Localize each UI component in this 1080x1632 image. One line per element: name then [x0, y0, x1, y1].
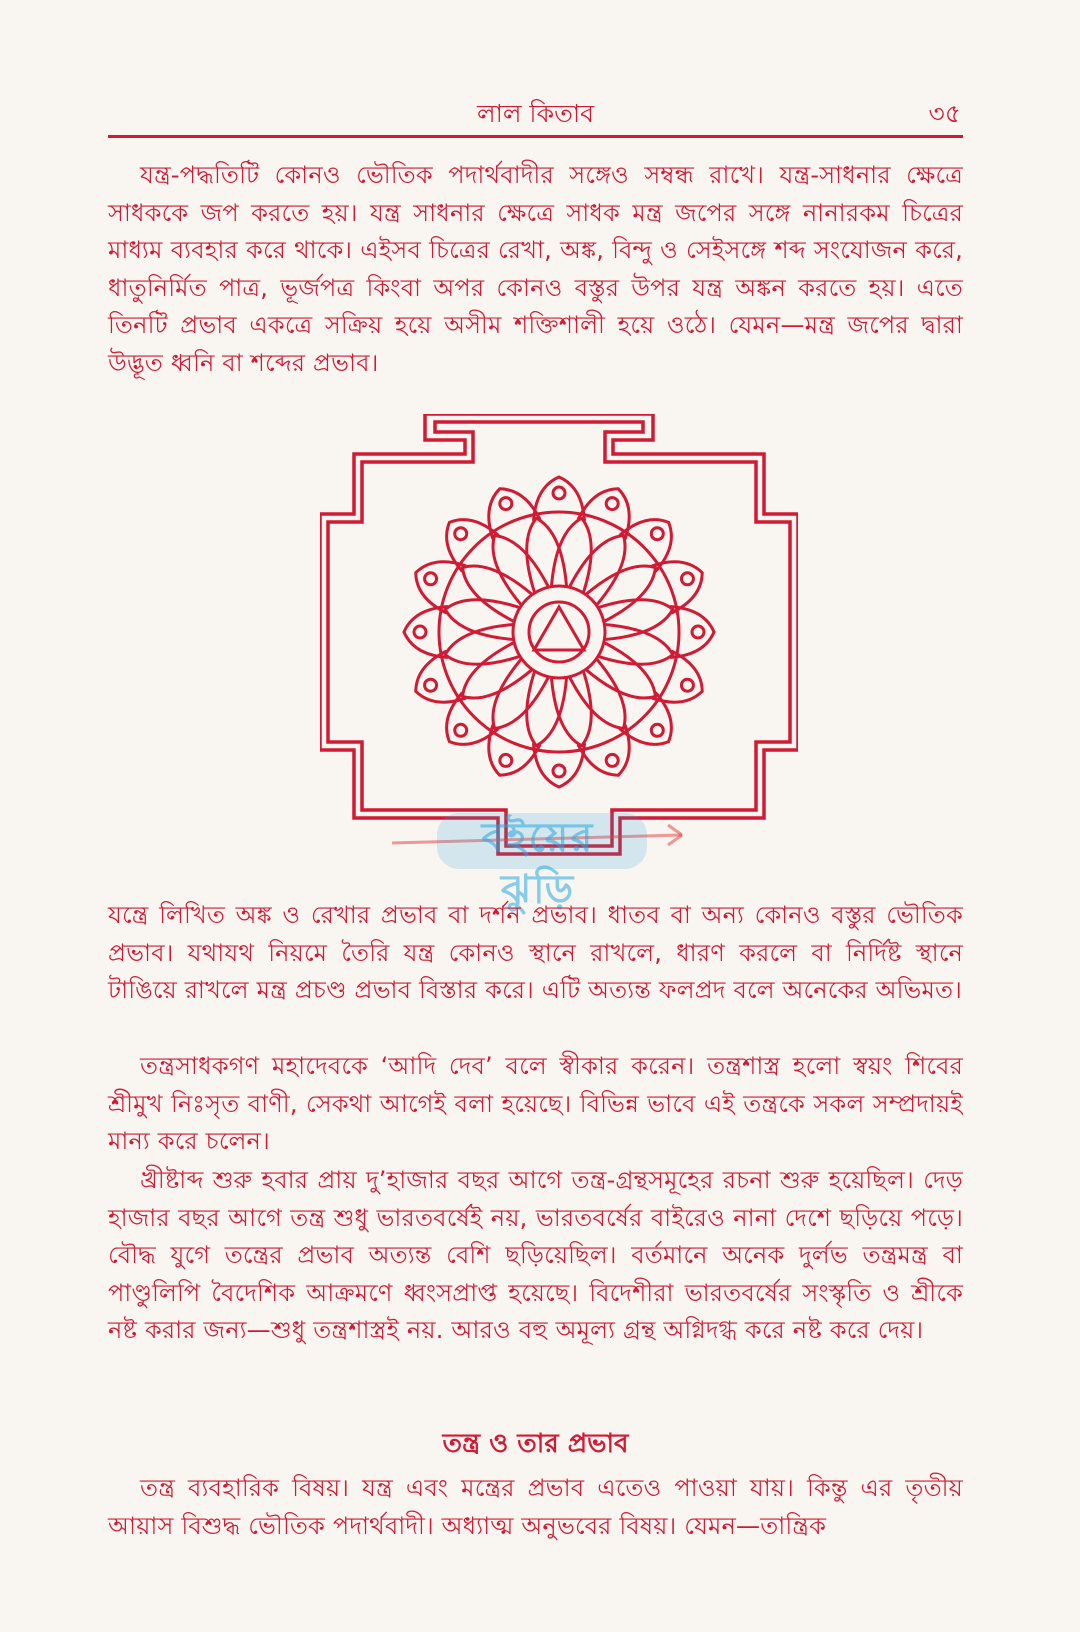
inner-petal — [463, 566, 533, 622]
running-title: লাল কিতাব — [476, 99, 595, 128]
center-circle — [529, 602, 589, 662]
header-rule — [108, 135, 963, 138]
inner-petal — [569, 659, 625, 729]
page-number: ৩৫ — [928, 99, 961, 128]
petal-bud — [681, 573, 693, 585]
inner-petal — [586, 642, 656, 698]
petal-bud — [425, 573, 437, 585]
petal-bud — [606, 498, 618, 510]
paragraph-3: তন্ত্রসাধকগণ মহাদেবকে ‘আদি দেব’ বলে স্বীকার করেন। তন্ত্রশাস্ত্র হলো স্বয়ং শিবের শ্রীমুখ নিঃসৃত বাণী, সেকথা আগেই বলা হয়েছে। বিভিন্ন ভাবে এই তন্ত্রকে সকল সম্প্রদায়ই মান্য করে চলেন। — [108, 1052, 963, 1155]
inner-petal — [493, 536, 549, 606]
petal-bud — [651, 528, 663, 540]
paragraph-5: তন্ত্র ব্যবহারিক বিষয়। যন্ত্র এবং মন্ত্রের প্রভাব এতেও পাওয়া যায়। কিন্তু এর তৃতীয় আয়াস বিশুদ্ধ ভৌতিক পদার্থবাদী। অধ্যাত্ম অনুভবের বিষয়। যেমন—তান্ত্রিক — [108, 1474, 963, 1540]
inner-petal — [493, 659, 549, 729]
petal-bud — [425, 679, 437, 691]
petal-bud — [500, 498, 512, 510]
paragraph-2: যন্ত্রে লিখিত অঙ্ক ও রেখার প্রভাব বা দর্শন প্রভাব। ধাতব বা অন্য কোনও বস্তুর ভৌতিক প্রভাব। যথাযথ নিয়মে তৈরি যন্ত্র কোনও স্থানে রাখলে, ধারণ করলে বা নির্দিষ্ট স্থানে টাঙিয়ে রাখলে মন্ত্র প্রচণ্ড প্রভাব বিস্তার করে। এটি অত্যন্ত ফলপ্রদ বলে অনেকের অভিমত। — [108, 901, 963, 1004]
paragraph-4: খ্রীষ্টাব্দ শুরু হবার প্রায় দু’হাজার বছর আগে তন্ত্র-গ্রন্থসমূহের রচনা শুরু হয়েছিল। দেড় হাজার বছর আগে তন্ত্র শুধু ভারতবর্ষেই নয়, ভারতবর্ষের বাইরেও নানা দেশে ছড়িয়ে পড়ে। বৌদ্ধ যুগে তন্ত্রের প্রভাব অত্যন্ত বেশি ছড়িয়েছিল। বর্তমানে অনেক দুর্লভ তন্ত্রমন্ত্র বা পাণ্ডুলিপি বৈদেশিক আক্রমণে ধ্বংসপ্রাপ্ত হয়েছে। বিদেশীরা ভারতবর্ষের সংস্কৃতি ও শ্রীকে নষ্ট করার জন্য—শুধু তন্ত্রশাস্ত্রই নয়. আরও বহু অমূল্য গ্রন্থ অগ্নিদগ্ধ করে নষ্ট করে দেয়। — [108, 1166, 963, 1344]
paragraph-1: যন্ত্র-পদ্ধতিটি কোনও ভৌতিক পদার্থবাদীর সঙ্গেও সম্বন্ধ রাখে। যন্ত্র-সাধনার ক্ষেত্রে সাধককে জপ করতে হয়। যন্ত্র সাধনার ক্ষেত্রে সাধক মন্ত্র জপের সঙ্গে নানারকম চিত্রের মাধ্যম ব্যবহার করে থাকে। এইসব চিত্রের রেখা, অঙ্ক, বিন্দু ও সেইসঙ্গে শব্দ সংযোজন করে, ধাতুনির্মিত পাত্র, ভূর্জপত্র কিংবা অপর কোনও বস্তুর উপর যন্ত্র অঙ্কন করতে হয়। এতে তিনটি প্রভাব একত্রে সক্রিয় হয়ে অসীম শক্তিশালী হয়ে ওঠে। যেমন—মন্ত্র জপের দ্বারা উদ্ভূত ধ্বনি বা শব্দের প্রভাব। — [108, 161, 963, 377]
center-triangle — [534, 607, 584, 650]
inner-petal — [463, 642, 533, 698]
section-heading: তন্ত্র ও তার প্রভাব — [442, 1429, 629, 1459]
petal-bud — [455, 528, 467, 540]
inner-petal — [569, 536, 625, 606]
watermark-text: বইয়ের ঝুড়ি — [481, 815, 595, 913]
petal-bud — [414, 626, 426, 638]
petal-bud — [681, 679, 693, 691]
petal-bud — [606, 754, 618, 766]
petal-bud — [553, 487, 565, 499]
petal-bud — [500, 754, 512, 766]
page-header — [108, 96, 963, 136]
petal-bud — [455, 724, 467, 736]
inner-petal — [586, 566, 656, 622]
petal-bud — [553, 765, 565, 777]
petal-bud — [692, 626, 704, 638]
lotus-petals — [404, 477, 714, 787]
inner-circle — [513, 586, 605, 678]
petal-bud — [651, 724, 663, 736]
